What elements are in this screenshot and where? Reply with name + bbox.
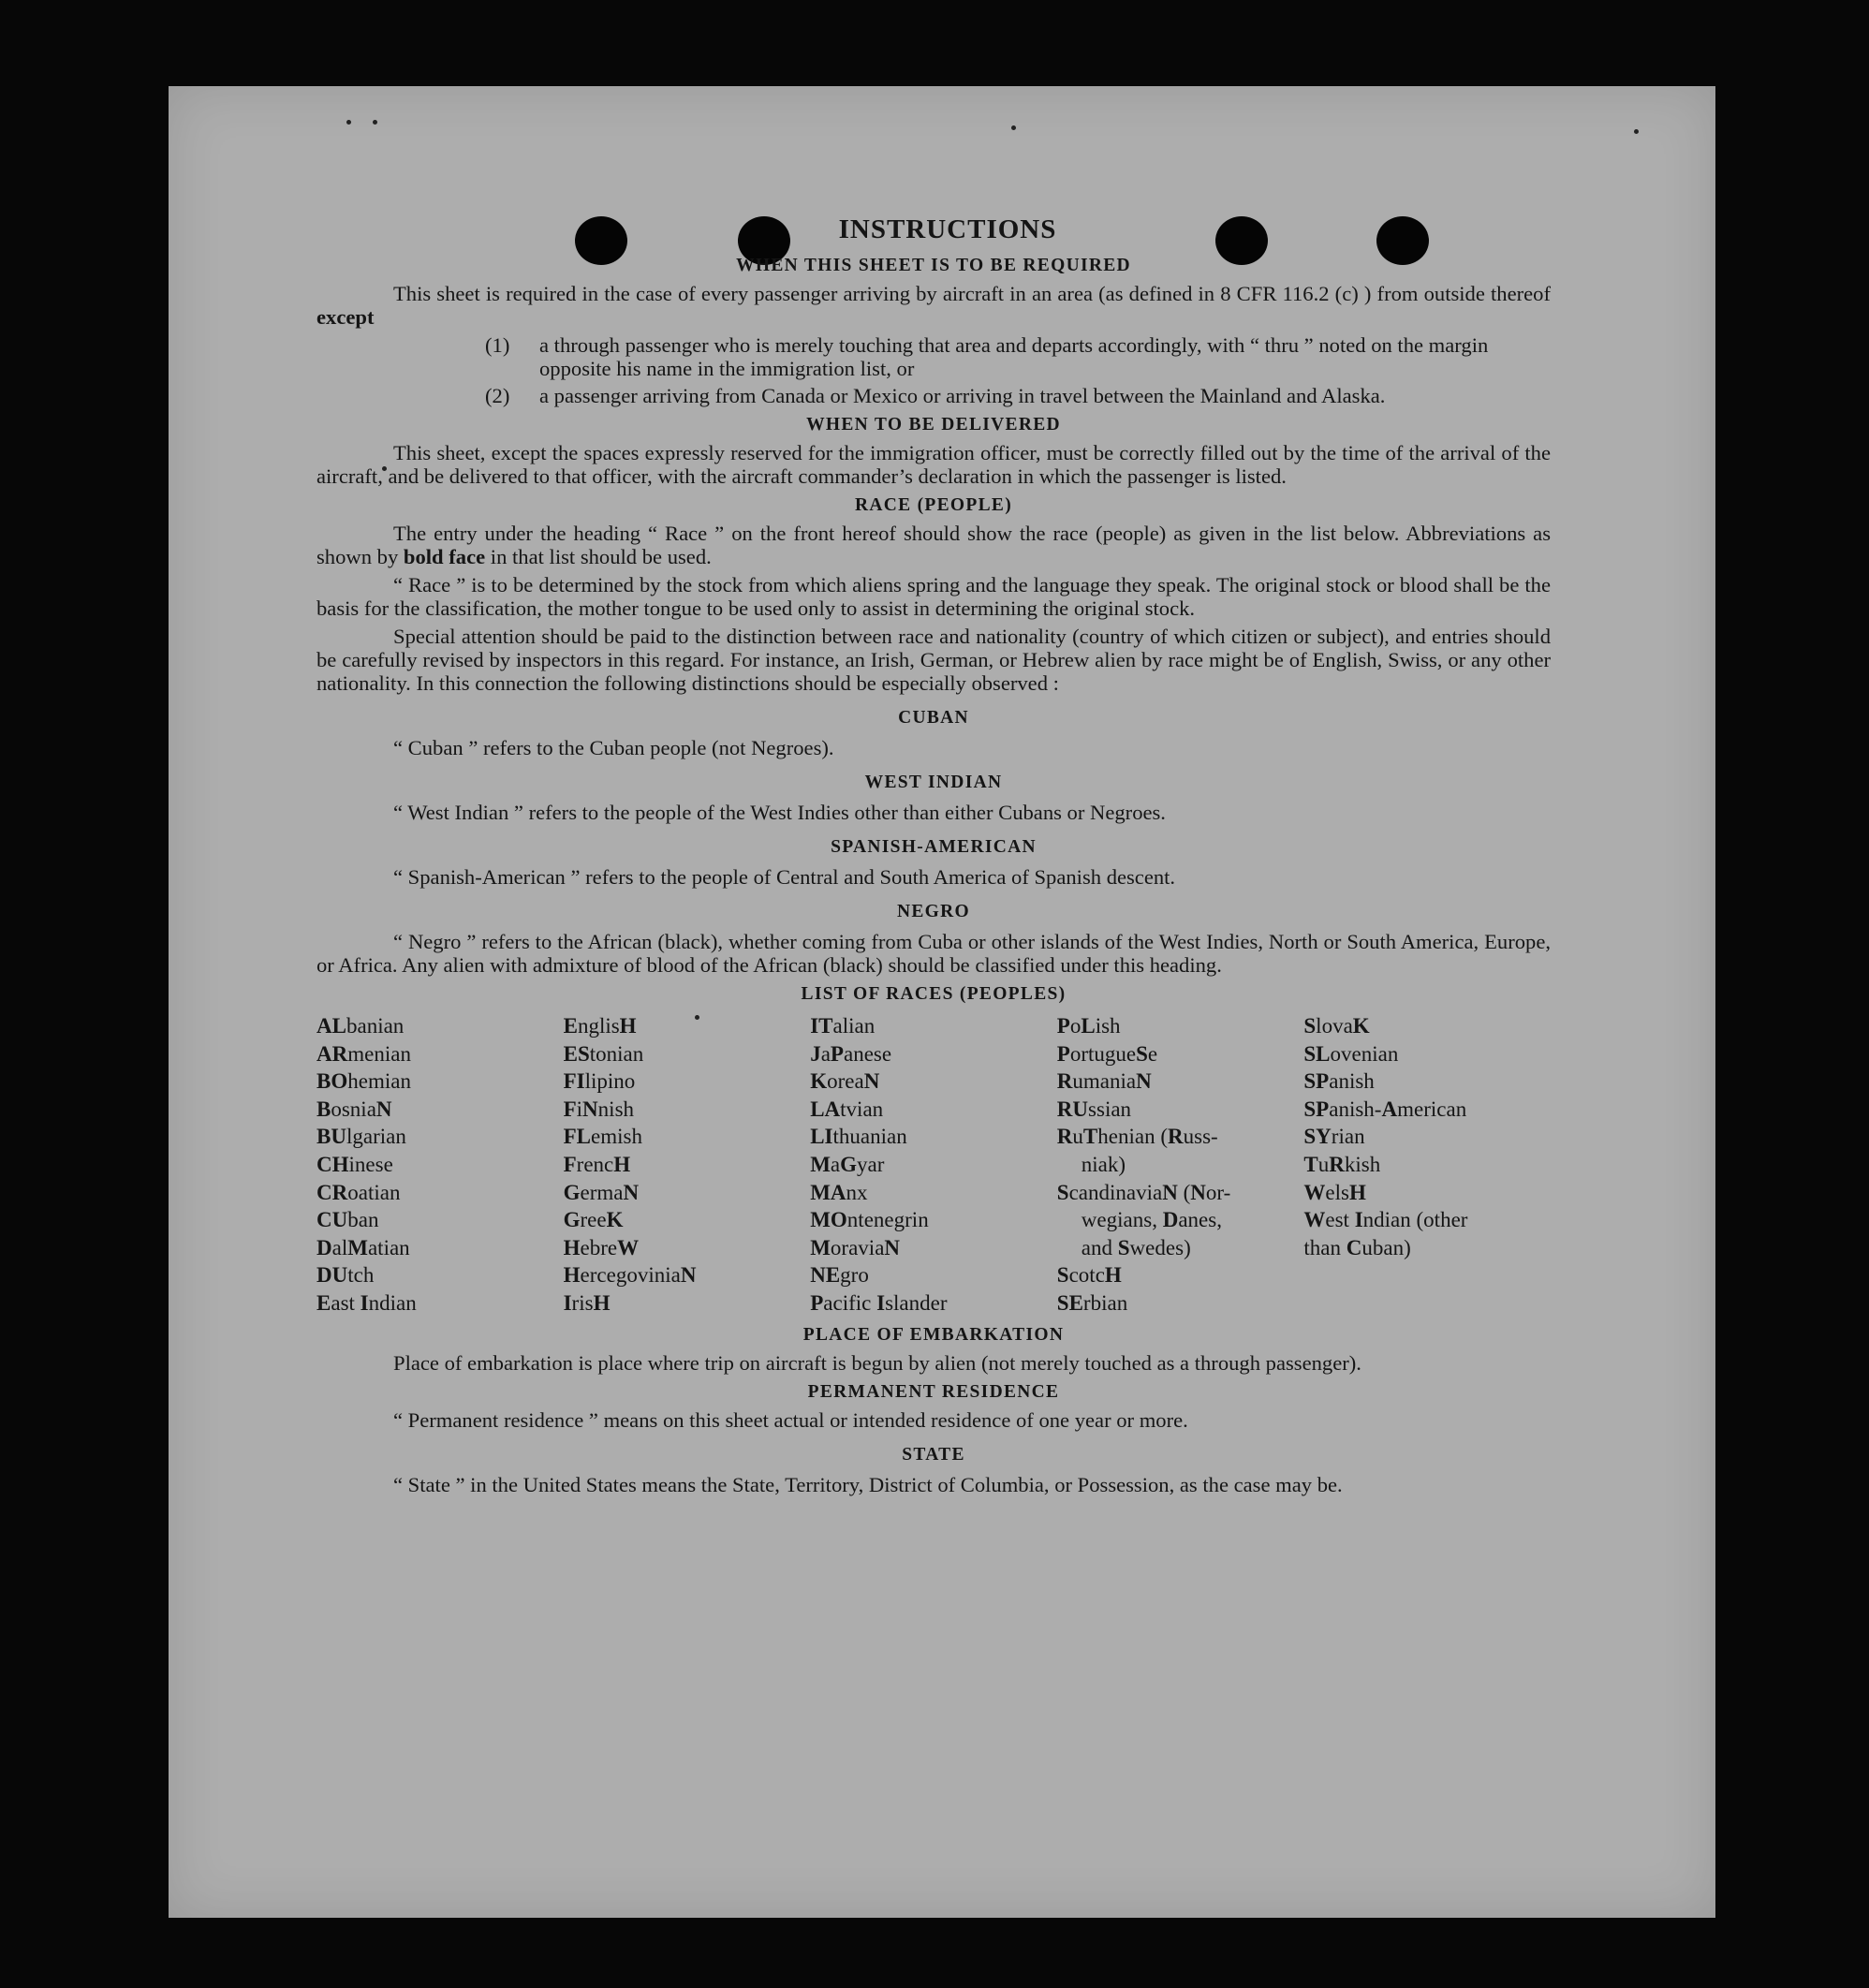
section-heading: LIST OF RACES (PEOPLES) (801, 984, 1067, 1004)
section-heading: SPANISH-AMERICAN (831, 837, 1037, 857)
race-column (1303, 1012, 1551, 1318)
race-entry: HercegoviniaN (563, 1263, 697, 1288)
section-heading: NEGRO (896, 902, 970, 921)
race-entry: ScotcH (1056, 1263, 1122, 1288)
race-entry: TuRkish (1303, 1152, 1381, 1176)
race-column (810, 1012, 1057, 1318)
paragraph: “ Permanent residence ” means on this sheet actual or intended residence of one year or more. (393, 1407, 1188, 1432)
section-heading: STATE (902, 1444, 965, 1465)
race-entry: MAnx (810, 1180, 868, 1204)
race-entry: IrisH (563, 1290, 611, 1315)
race-column (316, 1012, 564, 1318)
section-heading: PERMANENT RESIDENCE (807, 1381, 1060, 1402)
race-entry: ITalian (810, 1014, 876, 1038)
race-entry: FLemish (563, 1125, 642, 1149)
section-heading: CUBAN (898, 708, 969, 728)
race-entry: FrencH (563, 1152, 631, 1176)
race-entry: ARmenian (316, 1041, 411, 1066)
race-entry: HebreW (563, 1235, 640, 1259)
race-entry: FiNnish (563, 1097, 635, 1121)
race-entry: WelsH (1303, 1180, 1366, 1204)
paper-speck (373, 120, 377, 125)
race-entry: SPanish-American (1303, 1097, 1467, 1121)
race-list (316, 1012, 1551, 1318)
race-entry: Pacific Islander (810, 1290, 948, 1315)
race-entry: JaPanese (810, 1041, 892, 1066)
list-item: (2) a passenger arriving from Canada or Mexico or arriving in travel between the Mainland and Alaska. (485, 384, 1386, 407)
race-entry: GermaN (563, 1180, 640, 1204)
race-entry: BUlgarian (316, 1125, 406, 1149)
section-heading: PLACE OF EMBARKATION (802, 1324, 1065, 1345)
paragraph: “ Cuban ” refers to the Cuban people (not Negroes). (393, 736, 834, 759)
race-entry: PoLish (1056, 1014, 1121, 1038)
race-entry: LIthuanian (810, 1125, 907, 1149)
race-entry: KoreaN (810, 1069, 880, 1094)
race-entry: EnglisH (563, 1014, 637, 1038)
race-entry: wegians, Danes, (1081, 1208, 1222, 1232)
race-entry: RUssian (1056, 1097, 1132, 1121)
paragraph: “ State ” in the United States means the State, Territory, District of Columbia, or Possession, as the case may be. (393, 1472, 1343, 1496)
race-entry: LAtvian (810, 1097, 884, 1121)
race-entry: DalMatian (316, 1235, 410, 1259)
race-entry: MOntenegrin (810, 1208, 929, 1232)
paper-speck (346, 120, 351, 125)
race-entry: CUban (316, 1208, 379, 1232)
section-heading: WHEN THIS SHEET IS TO BE REQUIRED (736, 256, 1131, 275)
race-entry: BOhemian (316, 1069, 411, 1094)
list-item: (1) a through passenger who is merely touching that area and departs accordingly, with “ thru ” noted on the margin opposite his name in the immigration list, or (485, 333, 1489, 380)
paragraph: “ Negro ” refers to the African (black), whether coming from Cuba or other islands of the West Indies, North or South America, Europe, or Africa. Any alien with admixture of blood of the African (black) should be classified under this heading. (316, 930, 1551, 977)
race-entry: niak) (1081, 1152, 1126, 1176)
page-title: INSTRUCTIONS (838, 214, 1057, 244)
race-column (564, 1012, 811, 1318)
race-entry: RuThenian (Russ- (1056, 1125, 1218, 1149)
paragraph: Place of embarkation is place where trip on aircraft is begun by alien (not merely touched as a through passenger). (393, 1350, 1361, 1375)
paragraph: This sheet, except the spaces expressly reserved for the immigration officer, must be correctly filled out by the time of the arrival of the aircraft, and be delivered to that officer, with the aircraft commander’s declaration in which the passenger is listed. (316, 441, 1551, 488)
instructions-content (316, 211, 1551, 1501)
race-entry: FIlipino (563, 1069, 636, 1094)
race-entry: NEgro (810, 1263, 869, 1288)
race-entry: than Cuban) (1303, 1235, 1411, 1259)
race-entry: ScandinaviaN (Nor- (1056, 1180, 1231, 1204)
paper-speck (1011, 125, 1016, 130)
race-entry: ALbanian (316, 1014, 405, 1038)
race-entry: EStonian (563, 1041, 644, 1066)
race-column (1057, 1012, 1304, 1318)
race-entry: SlovaK (1303, 1014, 1370, 1038)
race-entry: SPanish (1303, 1069, 1375, 1094)
race-entry: MaGyar (810, 1152, 885, 1176)
race-entry: MoraviaN (810, 1235, 901, 1259)
paragraph: The entry under the heading “ Race ” on the front hereof should show the race (people) as given in the list below. Abbreviations as shown by bold face in that list should be used. (316, 522, 1551, 568)
race-entry: BosniaN (316, 1097, 392, 1121)
race-entry: CHinese (316, 1152, 393, 1176)
paragraph: This sheet is required in the case of every passenger arriving by aircraft in an area (as defined in 8 CFR 116.2 (c) ) from outside thereof except (316, 282, 1551, 329)
race-entry: DUtch (316, 1263, 375, 1288)
section-heading: WHEN TO BE DELIVERED (806, 415, 1061, 434)
section-heading: WEST INDIAN (864, 773, 1003, 792)
paragraph: Special attention should be paid to the distinction between race and nationality (country of which citizen or subject), and entries should be carefully revised by inspectors in this regard. For instance, an Irish, German, or Hebrew alien by race might be of English, Swiss, or any other nationality. In this connection the following distinctions should be especially observed : (316, 625, 1551, 695)
race-entry: CRoatian (316, 1180, 401, 1204)
section-heading: RACE (PEOPLE) (854, 495, 1013, 515)
race-entry: and Swedes) (1081, 1235, 1191, 1259)
race-entry: SYrian (1303, 1125, 1365, 1149)
race-entry: East Indian (316, 1290, 417, 1315)
race-entry: West Indian (other (1303, 1208, 1468, 1232)
paragraph: “ Race ” is to be determined by the stock from which aliens spring and the language they speak. The original stock or blood shall be the basis for the classification, the mother tongue to be used only to assist in determining the original stock. (316, 573, 1551, 620)
paragraph: “ West Indian ” refers to the people of the West Indies other than either Cubans or Negroes. (393, 801, 1166, 824)
race-entry: SLovenian (1303, 1041, 1399, 1066)
paragraph: “ Spanish-American ” refers to the people of Central and South America of Spanish descent. (393, 865, 1176, 889)
race-entry: SErbian (1056, 1290, 1128, 1315)
paper-speck (1634, 129, 1639, 134)
race-entry: RumaniaN (1056, 1069, 1152, 1094)
race-entry: GreeK (563, 1208, 624, 1232)
race-entry: PortugueSe (1056, 1041, 1158, 1066)
